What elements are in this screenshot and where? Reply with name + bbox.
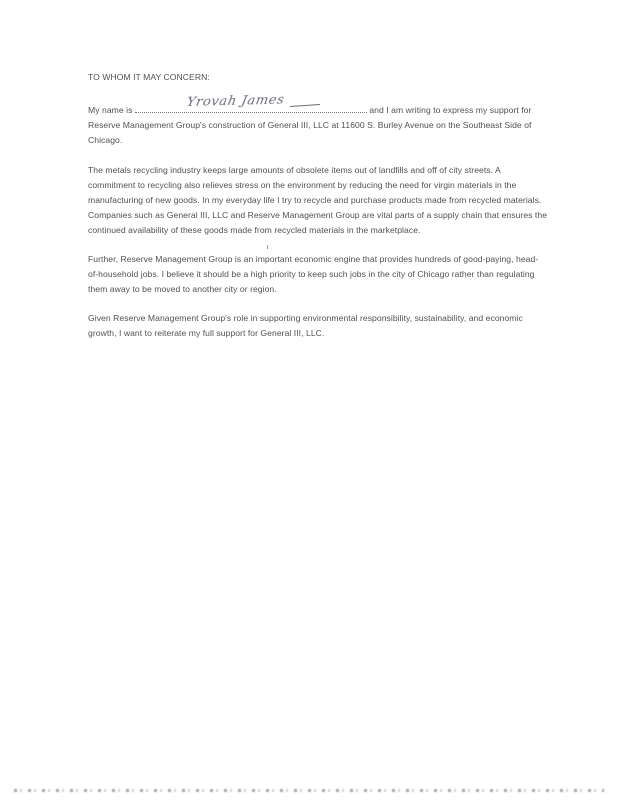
- salutation: TO WHOM IT MAY CONCERN:: [88, 72, 210, 82]
- name-blank-line: [135, 92, 367, 113]
- intro-before-name: My name is: [88, 105, 135, 115]
- closing-paragraph: Given Reserve Management Group's role in supporting environmental responsibility, sustainability, and economic growth, I want to reiterate my full support for General III, LLC.: [88, 313, 523, 338]
- scan-artifact-mark: [267, 245, 268, 249]
- scan-footer-noise: [14, 789, 604, 792]
- jobs-paragraph: Further, Reserve Management Group is an important economic engine that provides hundreds of good-paying, head-of-household jobs. I believe it should be a high priority to keep such jobs in the city of Chicago rather than regulating them away to be moved to another city or region.: [88, 254, 539, 294]
- handwritten-signature: Yrovah James: [185, 92, 286, 111]
- intro-paragraph: [88, 92, 548, 148]
- support-letter: [88, 70, 548, 355]
- signature-stroke: [290, 104, 320, 107]
- recycling-paragraph: The metals recycling industry keeps large amounts of obsolete items out of landfills and off of city streets. A commitment to recycling also relieves stress on the environment by reducing the need for virgin materials in the manufacturing of new goods. In my everyday life I try to recycle and purchase products made from recycled materials. Companies such as General III, LLC and Reserve Management Group are vital parts of a supply chain that ensures the continued availability of these goods made from recycled materials in the marketplace.: [88, 165, 548, 235]
- intro-after-name: and I am writing to express my support for Reserve Management Group's construction of General III, LLC at 11600 S. Burley Avenue on the Southeast Side of Chicago.: [88, 105, 532, 145]
